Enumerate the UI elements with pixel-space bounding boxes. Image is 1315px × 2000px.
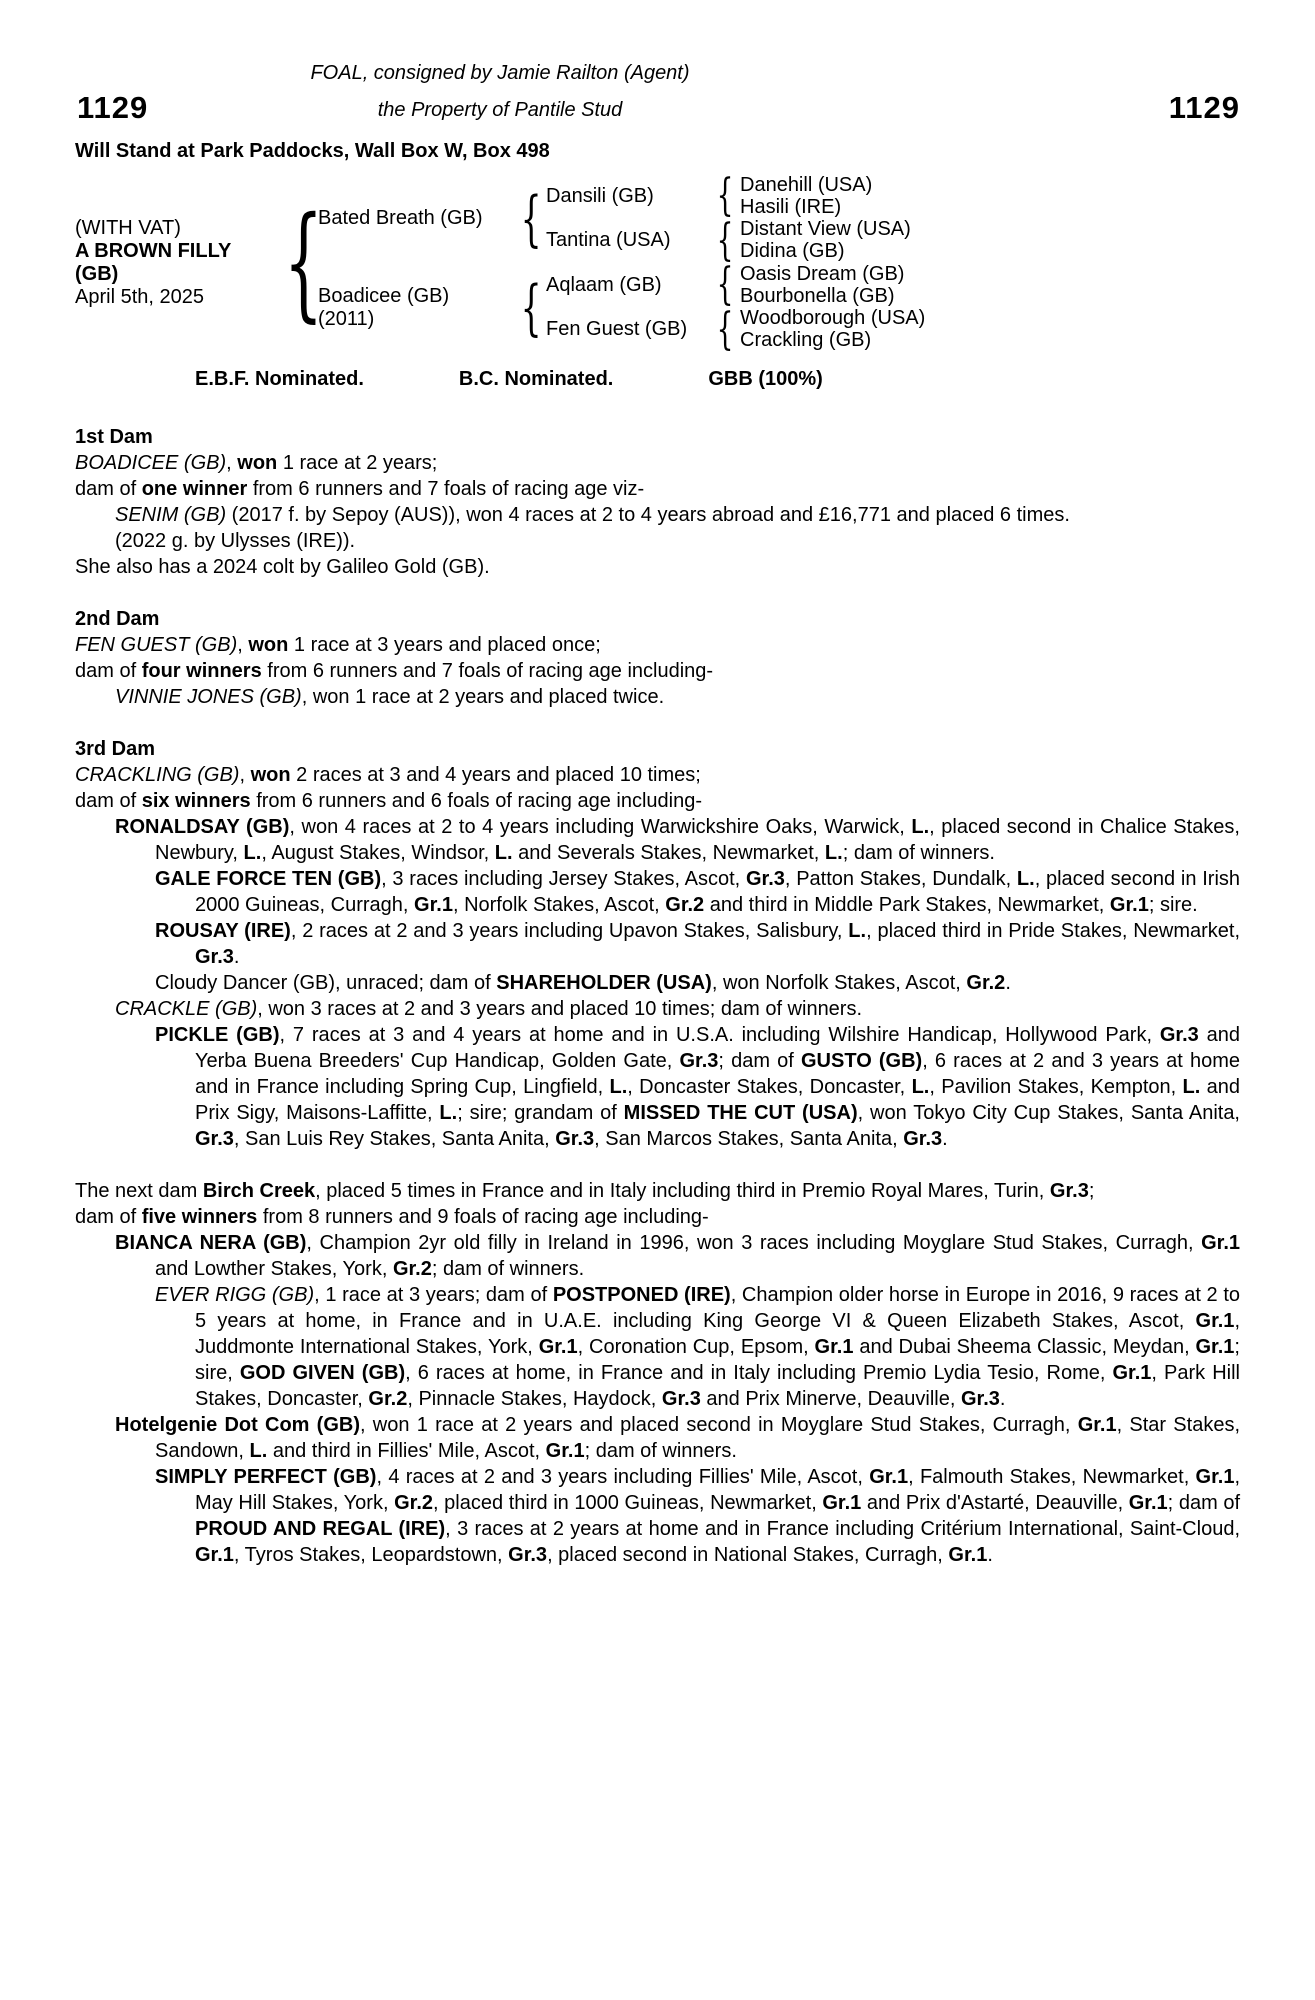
gen3-name: Tantina (USA) [546,229,671,252]
pedigree-paragraph: Hotelgenie Dot Com (GB), won 1 race at 2 years and placed second in Moyglare Stud Stakes, Curragh, Gr.1, Star Stakes, Sandown, L. and third in Fillies' Mile, Ascot, Gr.1; dam of winners. [115,1414,1240,1462]
pedigree-paragraph: The next dam Birch Creek, placed 5 times in France and in Italy including third in Premio Royal Mares, Turin, Gr.3; [75,1180,1095,1202]
pedigree-paragraph: dam of five winners from 8 runners and 9 foals of racing age including- [75,1206,709,1228]
foal-date: April 5th, 2025 [75,286,204,308]
brace-icon [710,308,740,353]
vat-note: (WITH VAT) [75,217,181,239]
pedigree-paragraph: CRACKLE (GB), won 3 races at 2 and 3 years and placed 10 times; dam of winners. [115,998,863,1020]
pedigree-paragraph: EVER RIGG (GB), 1 race at 3 years; dam of POSTPONED (IRE), Champion older horse in Europe in 2016, 9 races at 2 to 5 years at home, in France and in U.A.E. including King George VI & Queen Elizabeth Stakes, Ascot, Gr.1, Juddmonte International Stakes, York, Gr.1, Coronation Cup, Epsom, Gr.1 and Dubai Sheema Classic, Meydan, Gr.1; sire, GOD GIVEN (GB), 6 races at home, in France and in Italy including Premio Lydia Tesio, Rome, Gr.1, Park Hill Stakes, Doncaster, Gr.2, Pinnacle Stakes, Haydock, Gr.3 and Prix Minerve, Deauville, Gr.3. [155,1284,1241,1410]
section-heading: 3rd Dam [75,738,156,760]
pedigree-gen2 [318,174,516,352]
pedigree-paragraph: (2022 g. by Ulysses (IRE)). [115,530,356,552]
section-heading: 2nd Dam [75,608,160,630]
gen4-name: Distant View (USA) [740,218,911,241]
gen4-name: Woodborough (USA) [740,307,926,330]
gbb-status: GBB (100%) [708,368,823,390]
pedigree-paragraph: dam of six winners from 6 runners and 6 foals of racing age including- [75,790,703,812]
pedigree-paragraph: BIANCA NERA (GB), Champion 2yr old filly in Ireland in 1996, won 3 races including Moyglare Stud Stakes, Curragh, Gr.1 and Lowther Stakes, York, Gr.2; dam of winners. [115,1232,1240,1280]
foal-details [75,174,288,352]
pedigree-table [75,174,1240,352]
lot-number-left: 1129 [77,90,149,125]
lot-number-right: 1129 [1168,90,1240,125]
brace-icon [710,263,740,308]
brace-column-gen2 [516,174,546,352]
pedigree-paragraph: dam of one winner from 6 runners and 7 foals of racing age viz- [75,478,645,500]
pedigree-paragraph: dam of four winners from 6 runners and 7 foals of racing age including- [75,660,714,682]
gen4-name: Crackling (GB) [740,329,872,352]
property-line: the Property of Pantile Stud [377,99,623,121]
brace-column-gen1 [288,174,318,352]
pedigree-paragraph: RONALDSAY (GB), won 4 races at 2 to 4 years including Warwickshire Oaks, Warwick, L., placed second in Chalice Stakes, Newbury, L., August Stakes, Windsor, L. and Severals Stakes, Newmarket, L.; dam of winners. [115,816,1240,864]
pedigree-paragraph: BOADICEE (GB), won 1 race at 2 years; [75,452,438,474]
brace-icon [710,219,740,264]
foal-suffix: (GB) [75,263,119,285]
gen4-name: Oasis Dream (GB) [740,262,905,285]
bc-nomination: B.C. Nominated. [458,368,614,390]
gen4-name: Hasili (IRE) [740,195,842,218]
gen3-name: Dansili (GB) [546,184,654,207]
pedigree-paragraph: ROUSAY (IRE), 2 races at 2 and 3 years including Upavon Stakes, Salisbury, L., placed third in Pride Stakes, Newmarket, Gr.3. [155,920,1240,968]
consignor-line: FOAL, consigned by Jamie Railton (Agent) [310,62,690,84]
gen3-name: Fen Guest (GB) [546,318,688,341]
pedigree-paragraph: GALE FORCE TEN (GB), 3 races including Jersey Stakes, Ascot, Gr.3, Patton Stakes, Dundalk, L., placed second in Irish 2000 Guineas, Curragh, Gr.1, Norfolk Stakes, Ascot, Gr.2 and third in Middle Park Stakes, Newmarket, Gr.1; sire. [155,868,1241,916]
ebf-nomination: E.B.F. Nominated. [195,368,364,390]
pedigree-paragraph: VINNIE JONES (GB), won 1 race at 2 years and placed twice. [115,686,665,708]
brace-icon [516,174,546,263]
pedigree-paragraph: Cloudy Dancer (GB), unraced; dam of SHAREHOLDER (USA), won Norfolk Stakes, Ascot, Gr.2. [155,972,1011,994]
lot-row [75,90,1240,132]
gen4-name: Didina (GB) [740,240,845,263]
nominations-row [75,366,925,392]
foal-name: A BROWN FILLY [75,240,232,262]
section-heading: 1st Dam [75,426,153,448]
brace-column-gen3 [710,174,740,352]
page-header [75,60,1240,164]
pedigree-gen4 [740,174,1240,352]
pedigree-text [75,424,1240,1568]
gen3-name: Aqlaam (GB) [546,273,662,296]
pedigree-paragraph: FEN GUEST (GB), won 1 race at 3 years and placed once; [75,634,601,656]
gen4-name: Danehill (USA) [740,173,873,196]
brace-icon [288,174,318,352]
pedigree-paragraph: SIMPLY PERFECT (GB), 4 races at 2 and 3 years including Fillies' Mile, Ascot, Gr.1, Falmouth Stakes, Newmarket, Gr.1, May Hill Stakes, York, Gr.2, placed third in 1000 Guineas, Newmarket, Gr.1 and Prix d'Astarté, Deauville, Gr.1; dam of PROUD AND REGAL (IRE), 3 races at 2 years at home and in France including Critérium International, Saint-Cloud, Gr.1, Tyros Stakes, Leopardstown, Gr.3, placed second in National Stakes, Curragh, Gr.1. [155,1466,1241,1566]
pedigree-paragraph: PICKLE (GB), 7 races at 3 and 4 years at home and in U.S.A. including Wilshire Handicap, Hollywood Park, Gr.3 and Yerba Buena Breeders' Cup Handicap, Golden Gate, Gr.3; dam of GUSTO (GB), 6 races at 2 and 3 years at home and in France including Spring Cup, Lingfield, L., Doncaster Stakes, Doncaster, L., Pavilion Stakes, Kempton, L. and Prix Sigy, Maisons-Laffitte, L.; sire; grandam of MISSED THE CUT (USA), won Tokyo City Cup Stakes, Santa Anita, Gr.3, San Luis Rey Stakes, Santa Anita, Gr.3, San Marcos Stakes, Santa Anita, Gr.3. [155,1024,1240,1150]
sire-name: Bated Breath (GB) [318,207,483,229]
dam-name: Boadicee (GB) (2011) [318,263,516,352]
dam-year: (2011) [318,307,375,330]
brace-icon [516,263,546,352]
pedigree-paragraph: CRACKLING (GB), won 2 races at 3 and 4 years and placed 10 times; [75,764,701,786]
gen4-name: Bourbonella (GB) [740,284,895,307]
brace-icon [710,174,740,219]
stand-location-line: Will Stand at Park Paddocks, Wall Box W, Box 498 [75,140,550,162]
pedigree-gen3 [546,174,710,352]
pedigree-paragraph: SENIM (GB) (2017 f. by Sepoy (AUS)), won 4 races at 2 to 4 years abroad and £16,771 and placed 6 times. [115,504,1070,526]
pedigree-paragraph: She also has a 2024 colt by Galileo Gold (GB). [75,556,490,578]
